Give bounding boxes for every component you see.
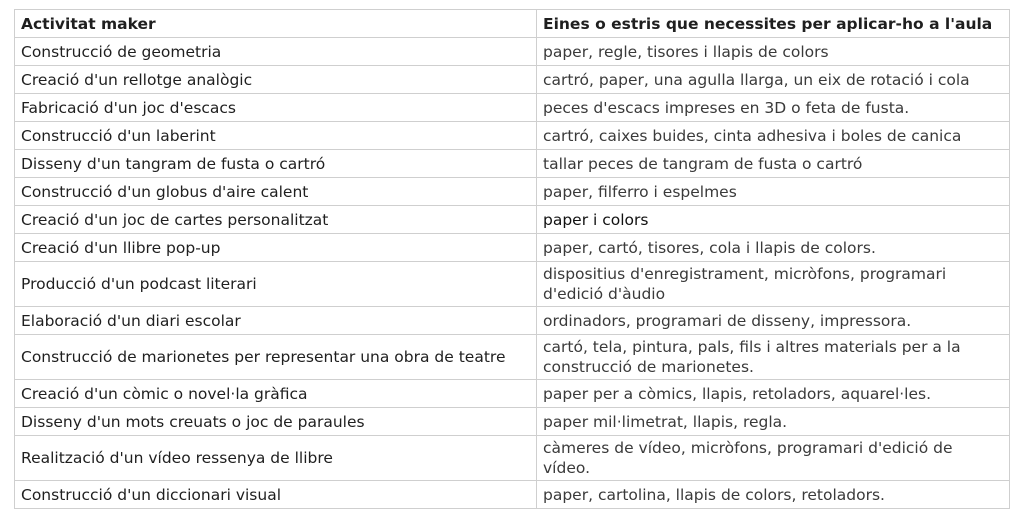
tools-cell: paper i colors xyxy=(537,206,1010,234)
tools-cell: cartró, paper, una agulla llarga, un eix de rotació i cola xyxy=(537,66,1010,94)
tools-cell: peces d'escacs impreses en 3D o feta de fusta. xyxy=(537,94,1010,122)
table-row xyxy=(15,380,1010,408)
tools-cell: paper mil·limetrat, llapis, regla. xyxy=(537,408,1010,436)
activity-cell: Disseny d'un mots creuats o joc de paraules xyxy=(15,408,537,436)
tools-cell: cartó, tela, pintura, pals, fils i altres materials per a la construcció de marionetes. xyxy=(537,335,1010,380)
table-row xyxy=(15,38,1010,66)
activity-cell: Construcció d'un diccionari visual xyxy=(15,481,537,509)
tools-cell: tallar peces de tangram de fusta o cartró xyxy=(537,150,1010,178)
activity-cell: Creació d'un còmic o novel·la gràfica xyxy=(15,380,537,408)
tools-cell: paper, cartolina, llapis de colors, retoladors. xyxy=(537,481,1010,509)
tools-cell: cartró, caixes buides, cinta adhesiva i boles de canica xyxy=(537,122,1010,150)
table-row xyxy=(15,335,1010,380)
table-row xyxy=(15,150,1010,178)
table-row xyxy=(15,66,1010,94)
tools-cell: càmeres de vídeo, micròfons, programari d'edició de vídeo. xyxy=(537,436,1010,481)
table-row xyxy=(15,481,1010,509)
activity-cell: Creació d'un rellotge analògic xyxy=(15,66,537,94)
table-row xyxy=(15,307,1010,335)
activity-cell: Construcció de marionetes per representar una obra de teatre xyxy=(15,335,537,380)
table-header-row xyxy=(15,10,1010,38)
table-row xyxy=(15,206,1010,234)
activity-cell: Construcció d'un laberint xyxy=(15,122,537,150)
activity-cell: Creació d'un joc de cartes personalitzat xyxy=(15,206,537,234)
activity-cell: Realització d'un vídeo ressenya de llibre xyxy=(15,436,537,481)
activity-cell: Fabricació d'un joc d'escacs xyxy=(15,94,537,122)
table-row xyxy=(15,262,1010,307)
header-activity: Activitat maker xyxy=(15,10,537,38)
header-tools: Eines o estris que necessites per aplicar-ho a l'aula xyxy=(537,10,1010,38)
activity-cell: Elaboració d'un diari escolar xyxy=(15,307,537,335)
tools-cell: dispositius d'enregistrament, micròfons, programari d'edició d'àudio xyxy=(537,262,1010,307)
tools-cell: paper, cartó, tisores, cola i llapis de colors. xyxy=(537,234,1010,262)
table-row xyxy=(15,122,1010,150)
activity-cell: Construcció d'un globus d'aire calent xyxy=(15,178,537,206)
maker-activities-table xyxy=(14,9,1010,509)
tools-cell: ordinadors, programari de disseny, impressora. xyxy=(537,307,1010,335)
activity-cell: Disseny d'un tangram de fusta o cartró xyxy=(15,150,537,178)
tools-cell: paper per a còmics, llapis, retoladors, aquarel·les. xyxy=(537,380,1010,408)
activity-cell: Producció d'un podcast literari xyxy=(15,262,537,307)
table-row xyxy=(15,436,1010,481)
activity-cell: Creació d'un llibre pop-up xyxy=(15,234,537,262)
table-row xyxy=(15,178,1010,206)
table-row xyxy=(15,94,1010,122)
tools-cell: paper, filferro i espelmes xyxy=(537,178,1010,206)
table-row xyxy=(15,234,1010,262)
maker-activities-table-wrapper xyxy=(14,9,1009,509)
activity-cell: Construcció de geometria xyxy=(15,38,537,66)
table-row xyxy=(15,408,1010,436)
tools-cell: paper, regle, tisores i llapis de colors xyxy=(537,38,1010,66)
